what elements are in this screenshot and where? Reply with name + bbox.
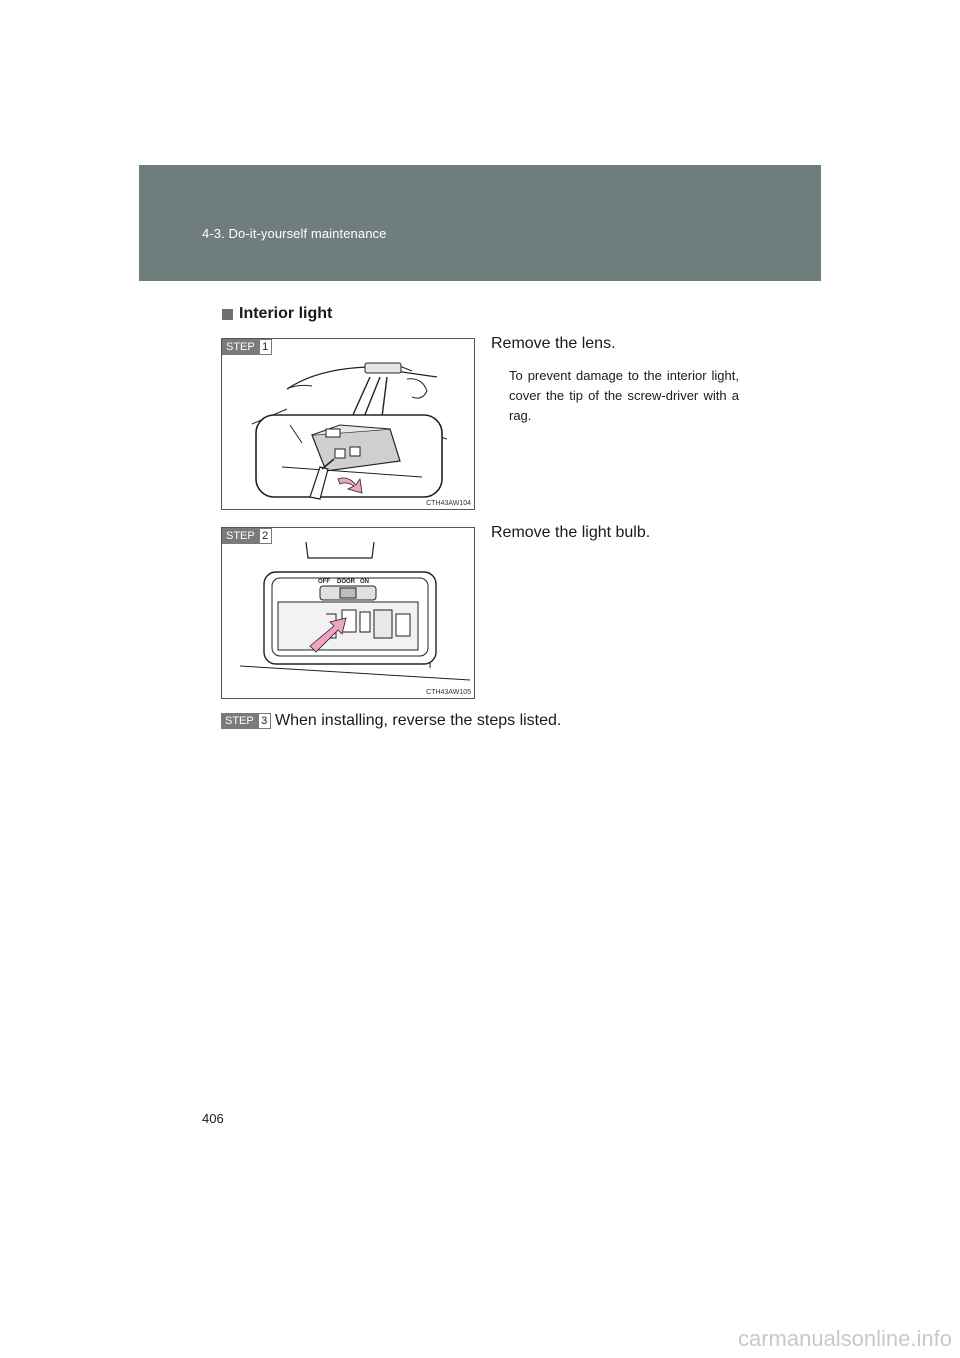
section-title-text: Interior light [239, 305, 333, 322]
bulb-removal-illustration [222, 528, 475, 699]
figure-code: CTH43AW104 [426, 500, 471, 507]
lens-removal-illustration [222, 339, 475, 510]
switch-label-door: DOOR [337, 579, 355, 585]
step-word: STEP [221, 713, 258, 729]
switch-label-on: ON [360, 579, 369, 585]
switch-label-off: OFF [318, 579, 330, 585]
figure-step-1-badge [222, 339, 272, 355]
step-number: 1 [259, 339, 272, 355]
step-number: 2 [259, 528, 272, 544]
step-3-badge [221, 713, 271, 729]
step-2-heading: Remove the light bulb. [491, 524, 651, 541]
watermark: carmanualsonline.info [737, 1326, 952, 1351]
figure-code: CTH43AW105 [426, 689, 471, 696]
figure-step-2 [221, 527, 475, 699]
step-3-heading: When installing, reverse the steps listed. [275, 712, 562, 729]
step-1-heading: Remove the lens. [491, 335, 616, 352]
step-1-note: To prevent damage to the interior light, cover the tip of the screw-driver with a rag. [509, 368, 739, 423]
section-title [222, 305, 332, 323]
step-word: STEP [222, 339, 259, 355]
figure-step-2-badge [222, 528, 272, 544]
header-section-label: 4-3. Do-it-yourself maintenance [202, 226, 387, 241]
step-number: 3 [258, 713, 271, 729]
page-number: 406 [202, 1111, 224, 1126]
figure-step-1 [221, 338, 475, 510]
square-bullet-icon [222, 309, 233, 320]
page-header [139, 165, 821, 281]
step-word: STEP [222, 528, 259, 544]
